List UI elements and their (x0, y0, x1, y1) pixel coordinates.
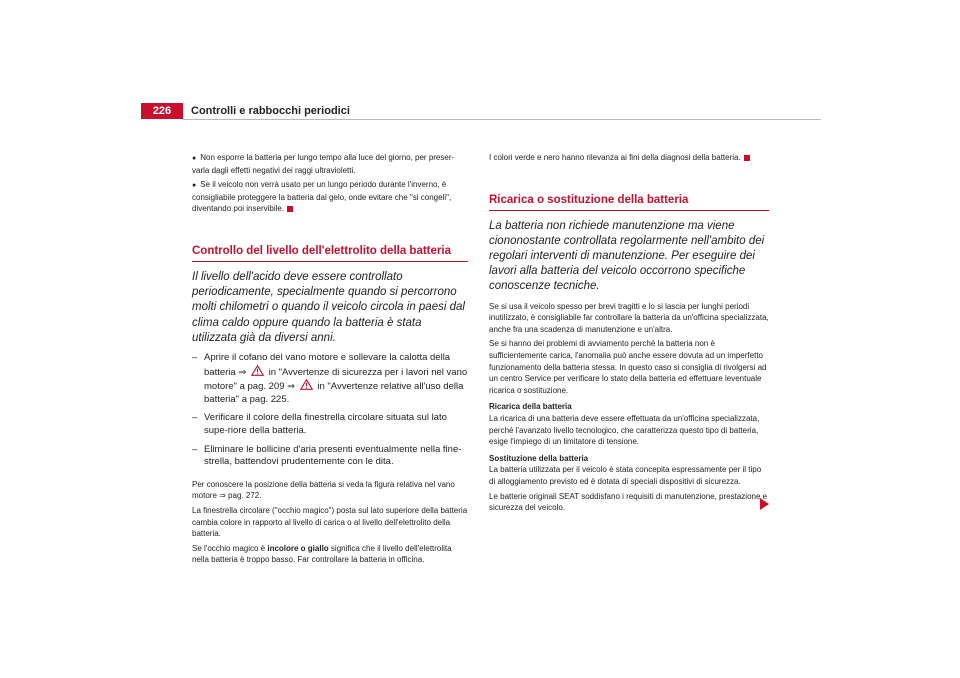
section-intro: Il livello dell'acido deve essere controllato periodicamente, specialmente quando si percorrono molti chilometri o quando il veicolo circola in paesi dal clima caldo oppure quando la batteria è stata utilizzata già da diversi anni. (192, 270, 465, 344)
section-title-ricarica: Ricarica o sostituzione della batteria (489, 193, 769, 211)
paragraph: La ricarica di una batteria deve essere effettuata da un'officina specializzata, perché l'avanzato livello tecnologico, che caratterizza questo tipo di batteria, esige l'impiego di un limitatore di tensione. (489, 413, 760, 447)
section-title-elettrolito: Controllo del livello dell'elettrolito della batteria (192, 244, 468, 262)
left-column (192, 152, 468, 569)
note-occhio-magico: La finestrella circolare ("occhio magico") posta sul lato superiore della batteria cambia colore in rapporto al livello di carica o al livello dell'elettrolito della batteria. (192, 505, 468, 539)
step-item: – Verificare il colore della finestrella circolare situata sul lato supe-riore della batteria. (192, 412, 447, 436)
note-colore: Se l'occhio magico è incolore o giallo significa che il livello dell'elettrolita nella batteria è troppo basso. Far controllare la batteria in officina. (192, 543, 452, 565)
next-page-arrow-icon[interactable] (760, 498, 769, 510)
step-item: – Eliminare le bollicine d'aria presenti eventualmente nella fine-strella, battendovi prudentemente con le dita. (192, 443, 462, 468)
paragraph: Le batterie originali SEAT soddisfano i requisiti di manutenzione, prestazione e sicurezza del veicolo. (489, 491, 768, 513)
subheading-ricarica: Ricarica della batteria (489, 402, 572, 412)
note-position: Per conoscere la posizione della batteria si veda la figura relativa nel vano motore ⇒ pag. 272. (192, 479, 455, 501)
right-column (489, 152, 769, 517)
page-number: 226 (141, 103, 183, 119)
bullet-icon: ● (192, 182, 197, 190)
bullet-item: ● Se il veicolo non verrà usato per un lungo periodo durante l'inverno, è consigliabile proteggere la batteria dal gelo, onde evitare che "si congeli", diventando poi inservibile. (192, 180, 452, 214)
paragraph: Se si usa il veicolo spesso per brevi tragitti e lo si lascia per lunghi periodi inutilizzato, è consigliabile far controllare la batteria da un'officina specializzata, anche fra una scadenza di manutenzione e un'altra. (489, 301, 769, 334)
chapter-title: Controlli e rabbocchi periodici (191, 105, 350, 117)
end-of-section-icon (744, 155, 750, 161)
step-item: – Aprire il cofano del vano motore e sollevare la calotta della batteria ⇒ in "Avvertenze di sicurezza per i lavori nel vano motore" a pag. 209 ⇒ in "Avvertenze relative all'uso della batteria" a pag. 225. (192, 351, 468, 405)
section-intro: La batteria non richiede manutenzione ma viene ciononostante controllata regolarmente nell'ambito dei regolari interventi di manutenzione. Per eseguire dei lavori alla batteria del veicolo occorrono specifiche conoscenze tecniche. (489, 219, 765, 293)
paragraph: La batteria utilizzata per il veicolo è stata concepita espressamente per il tipo di alloggiamento previsto ed è dotata di speciali dispositivi di sicurezza. (489, 465, 762, 486)
paragraph: Se si hanno dei problemi di avviamento perché la batteria non è sufficientemente carica, l'anomalia può anche essere dovuta ad un imperfetto funzionamento della batteria stessa. In questo caso si consiglia di rivolgersi ad un centro Service per verificare lo stato della batteria ed effettuare leventuale ricarica o sostituzione. (489, 339, 767, 395)
header-rule (183, 119, 821, 120)
note-colori: I colori verde e nero hanno rilevanza ai fini della diagnosi della batteria. (489, 152, 769, 164)
bullet-item: ● Non esporre la batteria per lungo tempo alla luce del giorno, per preser-varla dagli effetti negativi dei raggi ultravioletti. (192, 153, 455, 175)
end-of-section-icon (287, 206, 293, 212)
subheading-sostituzione: Sostituzione della batteria (489, 453, 589, 463)
warning-triangle-icon[interactable] (300, 379, 313, 390)
bullet-icon: ● (192, 155, 197, 162)
page-header (141, 103, 821, 119)
warning-triangle-icon[interactable] (251, 365, 264, 376)
